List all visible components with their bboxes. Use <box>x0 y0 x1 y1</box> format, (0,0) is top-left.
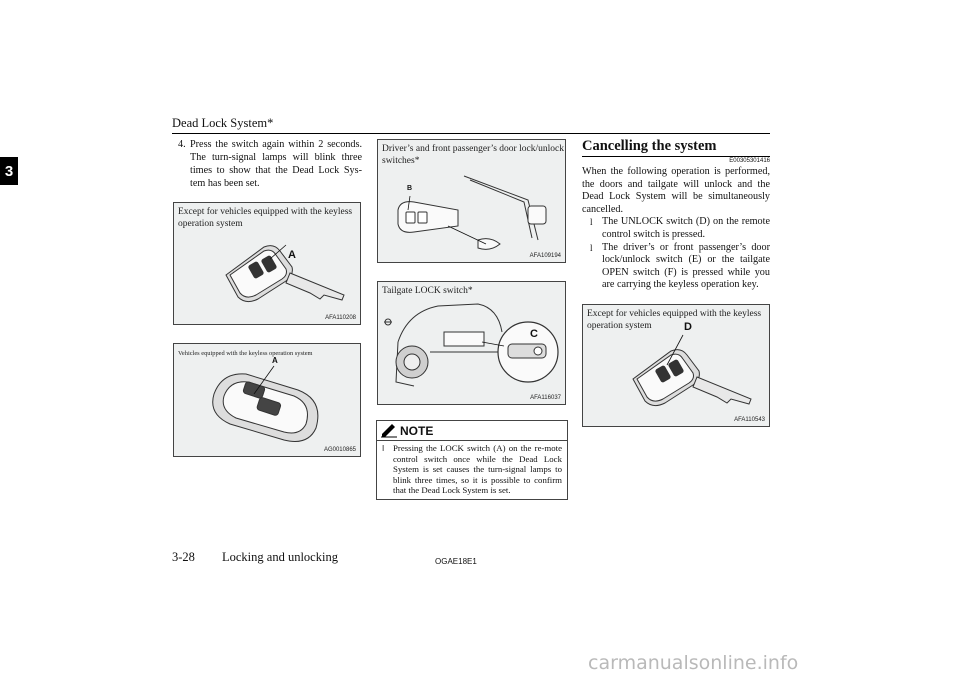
callout-label: A <box>288 249 296 261</box>
section-code: E00305301416 <box>729 158 770 164</box>
figure-key-keyless <box>173 343 361 457</box>
figure-code: AFA109194 <box>529 253 561 259</box>
figure-key-unlock <box>582 304 770 427</box>
bullet-text: The UNLOCK switch (D) on the remote control switch is pressed. <box>602 216 770 240</box>
section-title: Cancelling the system <box>582 138 717 154</box>
list-item <box>582 242 770 292</box>
page-header-title: Dead Lock System* <box>172 116 274 130</box>
footer-doc-code: OGAE18E1 <box>435 557 477 566</box>
step-number: 4. <box>178 139 186 150</box>
note-heading <box>381 423 433 439</box>
figure-code: AFA110543 <box>734 417 765 423</box>
figure-key-standard <box>173 202 361 325</box>
footer-page-number: 3-28 <box>172 550 195 564</box>
bullet-glyph: l <box>590 217 593 228</box>
list-item <box>582 216 770 241</box>
section-intro: When the following operation is performed, the doors and tailgate will unlock and the Dead Lock System will be simultaneously cancelled. <box>582 166 770 215</box>
figure-caption: Tailgate LOCK switch* <box>382 286 473 296</box>
section-body <box>582 166 770 292</box>
bullet-text: The driver’s or front passenger’s door lock/unlock switch (E) or the tailgate OPEN switch (F) is pressed while you are carrying the keyless operation key. <box>602 241 770 291</box>
callout-label: A <box>272 356 278 365</box>
header-rule <box>172 133 770 134</box>
note-pencil-icon <box>381 424 397 438</box>
bullet-glyph: l <box>590 242 593 253</box>
note-text: Pressing the LOCK switch (A) on the re-mote control switch once while the Dead Lock System is set causes the turn-signal lamps to blink three times, so it is possible to confirm that the Dead Lock System is set. <box>393 443 562 496</box>
figure-tailgate-switch <box>377 281 566 405</box>
callout-label: B <box>407 185 413 192</box>
figure-caption: Except for vehicles equipped with the keyless operation system <box>178 207 353 229</box>
note-rule <box>377 440 567 441</box>
figure-code: AG0010865 <box>323 447 356 453</box>
callout-label: C <box>530 328 538 340</box>
chapter-tab: 3 <box>0 157 18 185</box>
section-rule <box>582 156 770 157</box>
figure-caption: Vehicles equipped with the keyless operation system <box>178 350 313 357</box>
callout-label: D <box>684 321 692 333</box>
figure-caption: Except for vehicles equipped with the keyless operation system <box>587 309 762 331</box>
footer-section-name: Locking and unlocking <box>222 550 338 564</box>
tailgate-illustration <box>378 282 566 405</box>
figure-door-switches <box>377 139 566 263</box>
figure-code: AFA116037 <box>530 395 561 401</box>
note-bullet: l <box>382 444 385 453</box>
step-text: Press the switch again within 2 seconds. The turn-signal lamps will blink three times to show that the Dead Lock Sys-tem has been set. <box>190 139 362 189</box>
note-box <box>376 420 568 500</box>
note-heading-text: NOTE <box>400 424 434 438</box>
figure-code: AFA110208 <box>325 315 356 321</box>
step-4 <box>178 138 362 190</box>
watermark: carmanualsonline.info <box>588 652 799 674</box>
figure-caption: Driver’s and front passenger’s door lock/unlock switches* <box>382 144 564 166</box>
leader-line-2 <box>448 226 486 244</box>
keyless-key-illustration <box>174 344 361 457</box>
